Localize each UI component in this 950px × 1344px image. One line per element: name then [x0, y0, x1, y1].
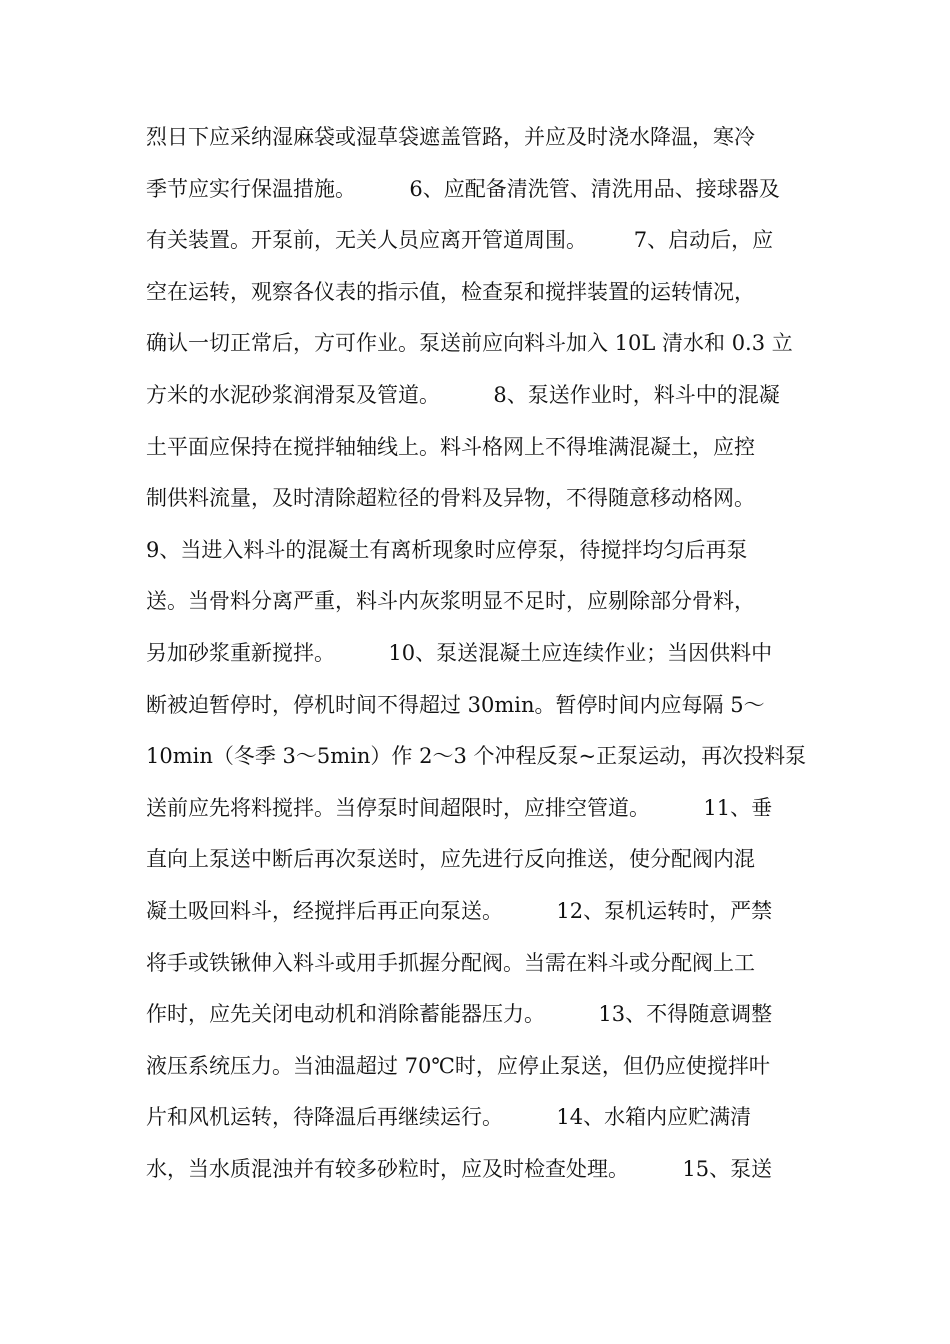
text-line-2: 季节应实行保温措施。 6、应配备清洗管、清洗用品、接球器及: [146, 176, 780, 201]
text-line-9: 9、当进入料斗的混凝土有离析现象时应停泵，待搅拌均匀后再泵: [146, 537, 748, 562]
text-line-5: 确认一切正常后，方可作业。泵送前应向料斗加入 10L 清水和 0.3 立: [146, 331, 793, 356]
text-line-10: 送。当骨料分离严重，料斗内灰浆明显不足时，应剔除部分骨料，: [146, 589, 755, 614]
text-line-1: 烈日下应采纳湿麻袋或湿草袋遮盖管路，并应及时浇水降温，寒冷: [146, 125, 755, 149]
text-line-11: 另加砂浆重新搅拌。 10、泵送混凝土应连续作业；当因供料中: [146, 640, 773, 665]
text-line-21: 水，当水质混浊并有较多砂粒时，应及时检查处理。 15、泵送: [146, 1156, 773, 1181]
text-line-20: 片和风机运转，待降温后再继续运行。 14、水箱内应贮满清: [146, 1105, 752, 1130]
text-line-13: 10min（冬季 3～5min）作 2～3 个冲程反泵~正泵运动，再次投料泵: [146, 744, 807, 769]
text-line-14: 送前应先将料搅拌。当停泵时间超限时，应排空管道。 11、垂: [146, 795, 773, 820]
text-line-18: 作时，应先关闭电动机和消除蓄能器压力。 13、不得随意调整: [146, 1002, 773, 1027]
text-line-4: 空在运转，观察各仪表的指示值，检查泵和搅拌装置的运转情况，: [146, 279, 755, 304]
text-line-8: 制供料流量，及时清除超粒径的骨料及异物，不得随意移动格网。: [146, 486, 755, 511]
text-line-12: 断被迫暂停时，停机时间不得超过 30min。暂停时间内应每隔 5～: [146, 692, 765, 717]
text-line-16: 凝土吸回料斗，经搅拌后再正向泵送。 12、泵机运转时，严禁: [146, 898, 773, 923]
text-line-3: 有关装置。开泵前，无关人员应离开管道周围。 7、启动后，应: [146, 228, 774, 253]
text-line-19: 液压系统压力。当油温超过 70℃时，应停止泵送，但仍应使搅拌叶: [146, 1053, 770, 1078]
text-line-6: 方米的水泥砂浆润滑泵及管道。 8、泵送作业时，料斗中的混凝: [146, 382, 780, 407]
body-text: [146, 112, 826, 1195]
text-line-15: 直向上泵送中断后再次泵送时，应先进行反向推送，使分配阀内混: [146, 847, 755, 872]
text-line-17: 将手或铁锹伸入料斗或用手抓握分配阀。当需在料斗或分配阀上工: [146, 950, 755, 975]
text-line-7: 土平面应保持在搅拌轴轴线上。料斗格网上不得堆满混凝土，应控: [146, 434, 755, 459]
